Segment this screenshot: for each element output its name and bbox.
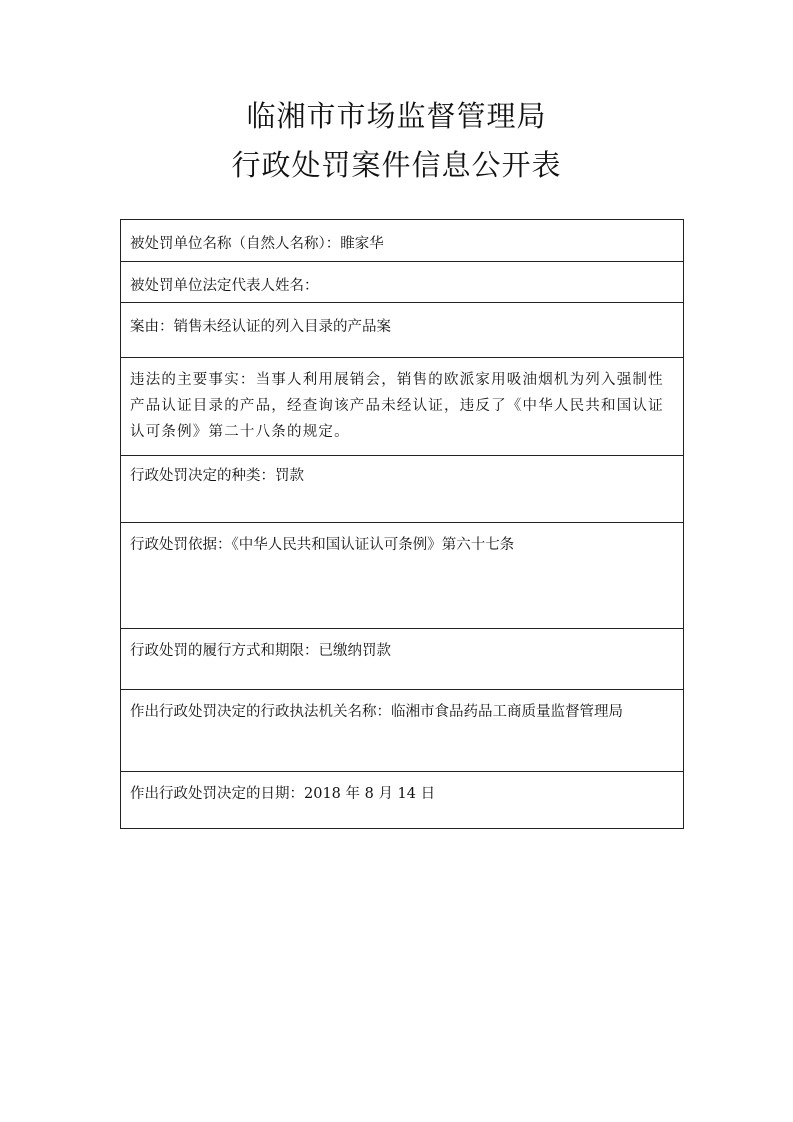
row-penalty-type [121,455,683,522]
main-facts-text: 违法的主要事实：当事人利用展销会，销售的欧派家用吸油烟机为列入强制性产品认证目录的产品，经查询该产品未经认证，违反了《中华人民共和国认证认可条例》第二十八条的规定。 [130,372,664,440]
title-form-name: 行政处罚案件信息公开表 [231,148,562,182]
decision-date-text: 作出行政处罚决定的日期：2018 年 8 月 14 日 [130,786,436,802]
row-party-name [121,220,683,261]
document-title [0,92,793,190]
row-case-reason [121,302,683,357]
row-main-facts [121,357,683,455]
row-legal-representative [121,261,683,302]
penalty-info-table [120,219,684,829]
legal-rep-text: 被处罚单位法定代表人姓名： [130,278,319,294]
row-fulfillment [121,628,683,689]
penalty-basis-text: 行政处罚依据：《中华人民共和国认证认可条例》第六十七条 [130,537,515,553]
case-reason-text: 案由：销售未经认证的列入目录的产品案 [130,319,391,335]
fulfillment-text: 行政处罚的履行方式和期限：已缴纳罚款 [130,643,391,659]
authority-text: 作出行政处罚决定的行政执法机关名称：临湘市食品药品工商质量监督管理局 [130,704,623,720]
row-penalty-basis [121,522,683,628]
title-agency: 临湘市市场监督管理局 [246,99,547,133]
row-decision-date [121,771,683,828]
row-enforcement-authority [121,689,683,771]
penalty-type-text: 行政处罚决定的种类：罚款 [130,468,304,484]
party-name-text: 被处罚单位名称（自然人名称）：睢家华 [130,236,384,252]
